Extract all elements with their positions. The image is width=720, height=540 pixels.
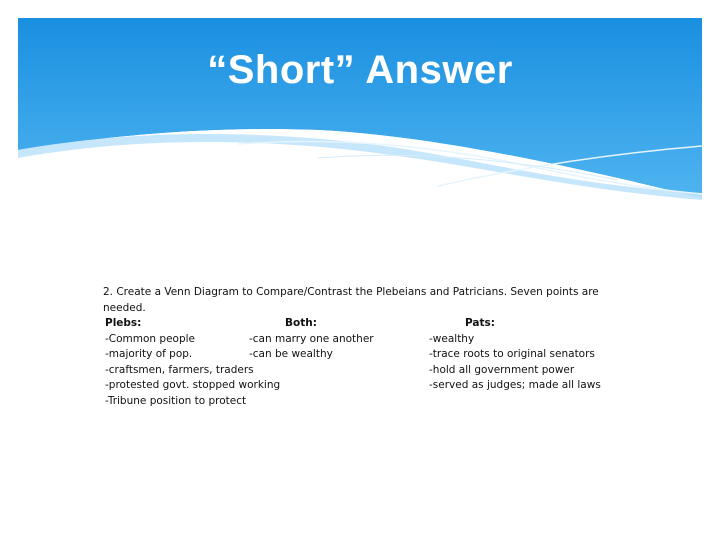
list-row <box>103 378 603 394</box>
both-header: Both: <box>285 317 317 329</box>
plebs-header: Plebs: <box>105 317 142 329</box>
question-text: 2. Create a Venn Diagram to Compare/Contrast the Plebeians and Patricians. Seven points are needed. <box>103 286 599 314</box>
slide-title: “Short” Answer <box>207 48 513 92</box>
list-row <box>103 332 603 348</box>
pats-header: Pats: <box>465 317 495 329</box>
plebs-point: -Tribune position to protect <box>105 394 247 407</box>
plebs-point: -Common people <box>105 332 196 345</box>
list-row <box>103 394 603 410</box>
list-row <box>103 347 603 363</box>
both-point: -can be wealthy <box>249 348 333 360</box>
pats-point: -trace roots to original senators <box>429 348 595 360</box>
list-row <box>103 363 603 379</box>
pats-point: -served as judges; made all laws <box>429 379 601 391</box>
plebs-point: -majority of pop. <box>105 348 193 360</box>
pats-point: -wealthy <box>429 332 475 345</box>
plebs-point: -protested govt. stopped working <box>105 379 281 391</box>
both-point: -can marry one another <box>249 332 374 345</box>
plebs-point: -craftsmen, farmers, traders <box>105 363 254 376</box>
column-headers <box>103 316 603 332</box>
answer-image <box>103 285 603 409</box>
pats-point: -hold all government power <box>429 363 575 376</box>
